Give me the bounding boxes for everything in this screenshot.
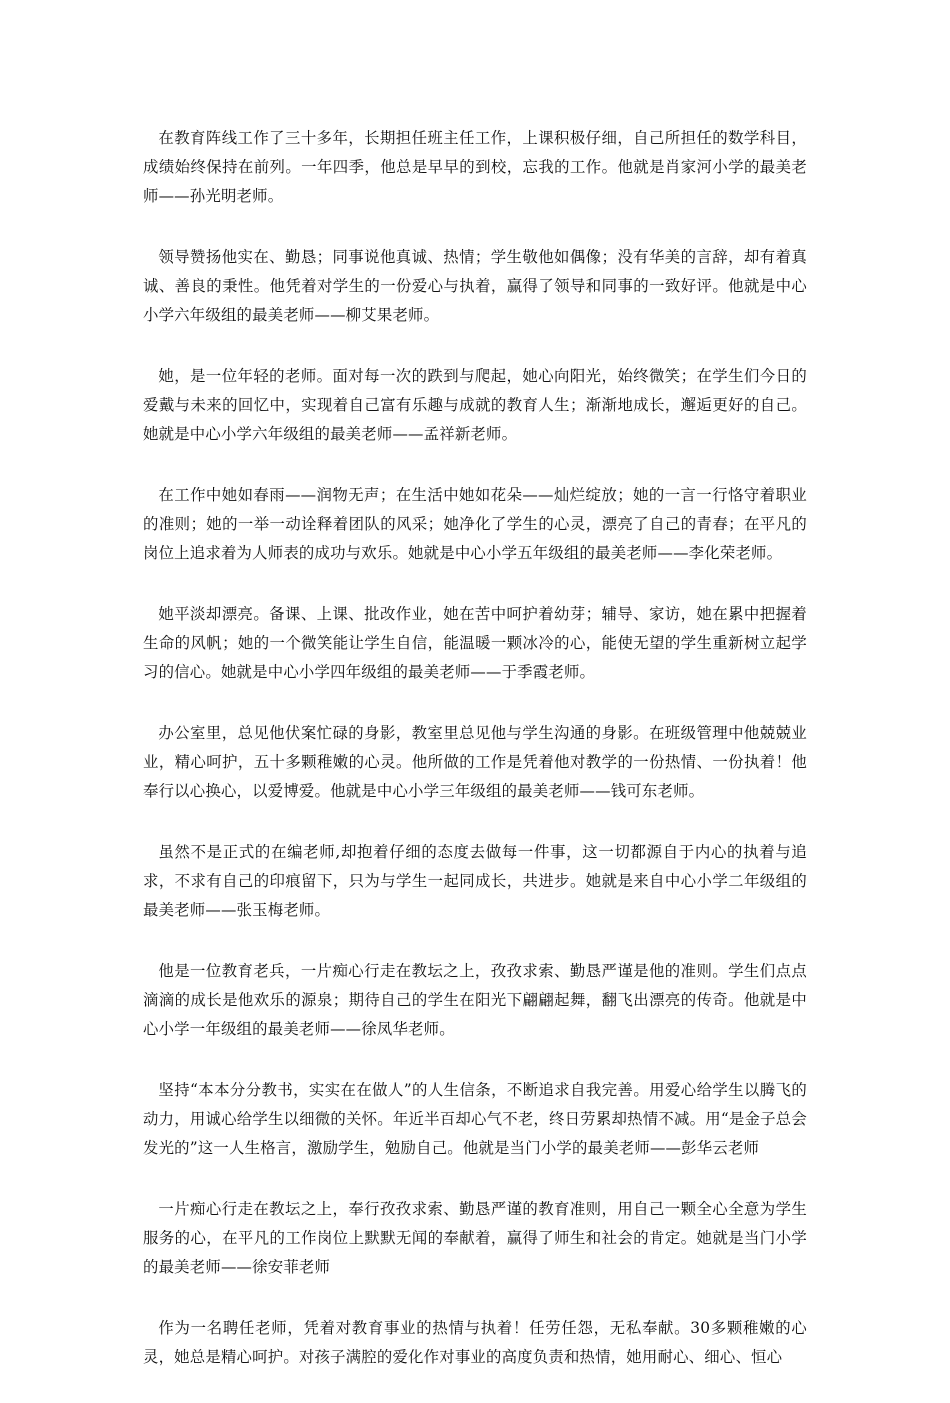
paragraph-xu-fenghua: 他是一位教育老兵，一片痴心行走在教坛之上，孜孜求索、勤恳严谨是他的准则。学生们点点滴滴的成长是他欢乐的源泉；期待自己的学生在阳光下翩翩起舞，翻飞出漂亮的传奇。他就是中心小学一年级组的最美老师——徐凤华老师。: [143, 962, 807, 1038]
paragraph-li-huarong: 在工作中她如春雨——润物无声；在生活中她如花朵——灿烂绽放；她的一言一行恪守着职业的准则；她的一举一动诠释着团队的风采；她净化了学生的心灵，漂亮了自己的青春；在平凡的岗位上追求着为人师表的成功与欢乐。她就是中心小学五年级组的最美老师——李化荣老师。: [143, 486, 807, 562]
paragraph-xu-anfei: 一片痴心行走在教坛之上，奉行孜孜求索、勤恳严谨的教育准则，用自己一颗全心全意为学生服务的心，在平凡的工作岗位上默默无闻的奉献着，赢得了师生和社会的肯定。她就是当门小学的最美老师——徐安菲老师: [143, 1200, 807, 1276]
document-body: [143, 124, 807, 1403]
paragraph-yu-jixia: 她平淡却漂亮。备课、上课、批改作业，她在苦中呵护着幼芽；辅导、家访，她在累中把握着生命的风帆；她的一个微笑能让学生自信，能温暖一颗冰冷的心，能使无望的学生重新树立起学习的信心。她就是中心小学四年级组的最美老师——于季霞老师。: [143, 605, 807, 681]
paragraph-sun-guangming: 在教育阵线工作了三十多年，长期担任班主任工作，上课积极仔细，自己所担任的数学科目，成绩始终保持在前列。一年四季，他总是早早的到校，忘我的工作。他就是肖家河小学的最美老师——孙光明老师。: [143, 129, 807, 205]
paragraph-meng-xiangxin: 她，是一位年轻的老师。面对每一次的跌到与爬起，她心向阳光，始终微笑；在学生们今日的爱戴与未来的回忆中，实现着自己富有乐趣与成就的教育人生；渐渐地成长，邂逅更好的自己。她就是中心小学六年级组的最美老师——孟祥新老师。: [143, 367, 807, 443]
paragraph-qian-kedong: 办公室里，总见他伏案忙碌的身影，教室里总见他与学生沟通的身影。在班级管理中他兢兢业业，精心呵护，五十多颗稚嫩的心灵。他所做的工作是凭着他对教学的一份热情、一份执着！他奉行以心换心，以爱博爱。他就是中心小学三年级组的最美老师——钱可东老师。: [143, 724, 807, 800]
paragraph-peng-huayun: 坚持“本本分分教书，实实在在做人”的人生信条，不断追求自我完善。用爱心给学生以腾飞的动力，用诚心给学生以细微的关怀。年近半百却心气不老，终日劳累却热情不减。用“是金子总会发光的”这一人生格言，激励学生，勉励自己。他就是当门小学的最美老师——彭华云老师: [143, 1081, 807, 1157]
paragraph-zhang-yumei: 虽然不是正式的在编老师,却抱着仔细的态度去做每一件事，这一切都源自于内心的执着与追求，不求有自己的印痕留下，只为与学生一起同成长，共进步。她就是来自中心小学二年级组的最美老师——张玉梅老师。: [143, 843, 807, 919]
paragraph-hired-teacher: 作为一名聘任老师，凭着对教育事业的热情与执着！任劳任怨，无私奉献。30多颗稚嫩的心灵，她总是精心呵护。对孩子满腔的爱化作对事业的高度负责和热情，她用耐心、细心、恒心: [143, 1319, 807, 1366]
paragraph-liu-aiguo: 领导赞扬他实在、勤恳；同事说他真诚、热情；学生敬他如偶像；没有华美的言辞，却有着真诚、善良的秉性。他凭着对学生的一份爱心与执着，赢得了领导和同事的一致好评。他就是中心小学六年级组的最美老师——柳艾果老师。: [143, 248, 807, 324]
